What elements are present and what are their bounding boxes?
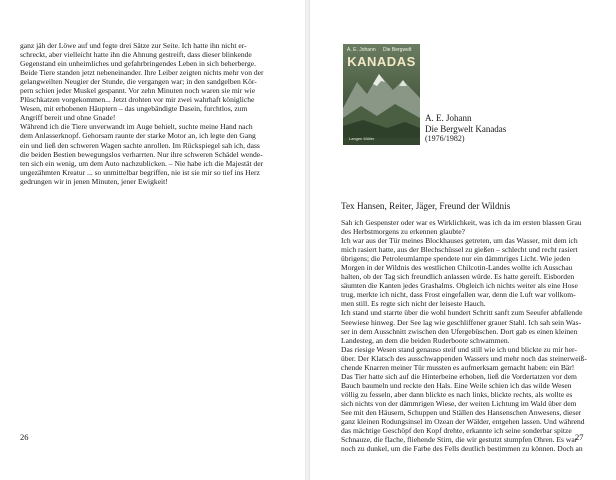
text-line: Landesteg, an dem die beiden Ruderboote schwammen. [341,335,510,345]
text-line: Schnauze, die flache, fliehende Stirn, die wir gestutzt stumpfen Ohren. Es war [341,435,578,445]
text-line: See mit den Häusern, Schuppen und Ställen des Hansenschen Anwesens, dieser [341,407,582,417]
text-line: sich nichts von der dämmrigen Wiese, der weiten Lichtung im Wald über dem [341,398,577,408]
text-line: Ich war aus der Tür meines Blockhauses getreten, um das Wasser, mit dem ich [341,236,578,246]
text-line: trug, merkte ich nicht, dass Frost eingefallen war, denn die Luft war vollkom- [341,290,576,300]
text-line: men still. Es regte sich nicht der leiseste Hauch. [341,299,486,309]
text-line: gedrungen wir in jenen Minuten, jener Ewigkeit! [20,176,168,186]
text-line: Sah ich Gespenster oder war es Wirklichkeit, was ich da im ersten blassen Grau [341,218,582,227]
cover-subtitle: Die Bergwelt [383,47,412,53]
text-line: dem Anlasserknopf. Gehorsam raunte der starke Motor an, ich legte den Gang [20,131,256,141]
right-page-number: 27 [575,432,584,442]
text-line: ganz kleinen Rodungsinsel im Ozean der Wälder, entgehen lassen. Und während [341,417,585,427]
text-line: säumten die Kanten jedes Grashalms. Obgleich ich nichts weiter als eine Hose [341,281,578,291]
text-line: ser in dem Ausschnitt zwischen den Ufergebüschen. Dort gab es einen kleinen [341,326,578,336]
mountain-illustration [343,68,420,138]
text-line: Das riesige Wesen stand genauso steif und still wie ich und blickte zu mir her- [341,344,577,354]
text-line: ungezähmten Kreatur ... so unmittelbar begriffen, nie ist sie mir so tief ins Herz [20,167,260,177]
text-line: des Herbstmorgens zu erkennen glaubte? [341,227,465,237]
cover-author: A. E. Johann [347,47,376,53]
text-line: ein und ließ den schweren Wagen sachte anrollen. Im Rückspiegel sah ich, dass [20,140,260,150]
chapter-title: Tex Hansen, Reiter, Jäger, Freund der Wildnis [341,201,511,211]
text-line: Wesen, mit erhobenen Häuptern – das ungebändigte Dasein, furchtlos, zum [20,104,248,114]
text-line: über. Der Klatsch des ausschwappenden Wassers und mehr noch das steinerweiß- [341,353,587,363]
text-line: Ich stand und starrte über die wohl hundert Schritt sanft zum Seeufer abfallende [341,308,583,318]
book-reference [425,113,506,145]
text-line: Morgen in der Wildnis des westlichen Chilcotin-Landes wollte ich Ausschau [341,263,573,273]
text-line: Gegenstand ein unheimliches und gefahrbringendes Leben in sich beherberge. [20,59,257,69]
text-line: Plüschkatzen vorgekommen... Jetzt drohten vor mir zwei wahrhaft königliche [20,95,255,105]
text-line: Seewiese hinweg. Der See lag wie geschliffener grauer Stahl. Ich sah sein Was- [341,317,582,327]
text-line: gelangweilten Neugier der Stunde, die vergangen war; in den sandgelben Kör- [20,77,257,87]
text-line: chende Knarren meiner Tür mussten es aufmerksam gemacht haben: ein Bär! [341,362,575,372]
text-line: Während ich die Tiere unverwandt im Auge behielt, suchte meine Hand nach [20,122,253,132]
text-line: halten, ob der Tag sich freundlich anlassen würde. Es hatte gereift. Eisborden [341,272,575,282]
right-body-text [341,218,587,453]
text-line: Beide Tiere standen jetzt nebeneinander. Ihre Leiber zeigten nichts mehr von der [20,68,264,78]
text-line: noch zu dunkel, um die Farbe des Fells deutlich bestimmen zu können. Doch an [341,444,583,454]
book-year: (1976/1982) [425,134,465,143]
text-line: Angriff bereit und ohne Gnade! [20,113,116,123]
text-line: Bauch baumeln und reckte den Hals. Eine Weile schien ich das wilde Wesen [341,380,572,390]
text-line: das mächtige Geschöpf den Kopf drehte, erkannte ich seine sonderbar spitze [341,426,572,436]
text-line: völlig zu fesseln, aber dann blickte es nach links, blickte rechts, als wollte es [341,389,573,399]
text-line: mich rasiert hatte, aus der Blechschüssel zu gießen – schlecht und recht rasiert [341,245,578,255]
book-cover [343,44,420,145]
book-title: Die Bergwelt Kanadas [425,123,507,134]
text-line: ganz jäh der Löwe auf und fegte drei Sätze zur Seite. Ich hatte ihn nicht er- [20,41,247,50]
text-line: Das Tier hatte sich auf die Hinterbeine erhoben, ließ die Vordertatzen vor dem [341,371,577,381]
text-line: schreckt, aber vielleicht hatte ihn die Ahnung gestreift, dass dieser blinkende [20,50,252,60]
cover-title: KANADAS [347,54,416,69]
left-body-text [20,41,264,186]
text-line: pern schien jeder Muskel gespannt. Vor zehn Minuten noch waren sie mir wie [20,86,256,96]
left-page-number: 26 [20,432,29,442]
text-line: die beiden Bestien bewegungslos verharrten. Nur ihre schweren Schädel wende- [20,149,263,159]
text-line: ten sich ein wenig, um dem Auto nachzublicken. – Nie habe ich die Majestät der [20,158,264,168]
cover-publisher: Langen Müller [349,136,375,141]
book-author: A. E. Johann [425,113,472,123]
text-line: übrigens; die Petroleumlampe spendete nur ein dämmriges Licht. Wie jeden [341,254,571,264]
